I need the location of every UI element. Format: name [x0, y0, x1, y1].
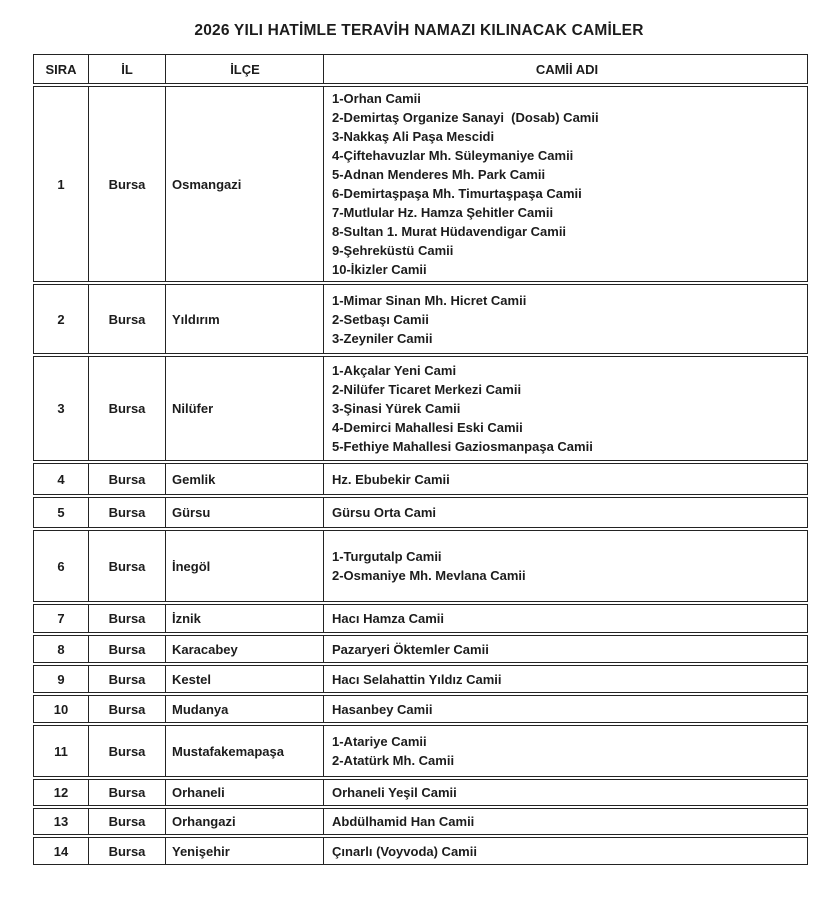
table-body	[33, 86, 808, 865]
cami-line: 8-Sultan 1. Murat Hüdavendigar Camii	[332, 224, 567, 239]
row-il: Bursa	[89, 284, 166, 354]
cami-line: 7-Mutlular Hz. Hamza Şehitler Camii	[332, 205, 554, 220]
row-cami-list	[324, 665, 808, 693]
table-header-row	[33, 54, 808, 84]
row-ilce: Gürsu	[166, 497, 324, 528]
row-il: Bursa	[89, 695, 166, 723]
cami-line: 6-Demirtaşpaşa Mh. Timurtaşpaşa Camii	[332, 186, 582, 201]
row-il: Bursa	[89, 497, 166, 528]
cami-line: 1-Akçalar Yeni Cami	[332, 363, 457, 378]
cami-line: 2-Atatürk Mh. Camii	[332, 753, 455, 768]
page-title: 2026 YILI HATİMLE TERAVİH NAMAZI KILINACAK CAMİLER	[194, 22, 644, 39]
table-row	[33, 530, 808, 602]
table-row	[33, 356, 808, 461]
row-il: Bursa	[89, 356, 166, 461]
cami-line: 1-Mimar Sinan Mh. Hicret Camii	[332, 292, 527, 308]
row-sira: 14	[33, 837, 89, 865]
cami-line: Abdülhamid Han Camii	[332, 814, 475, 829]
row-ilce: Mustafakemapaşa	[166, 725, 324, 777]
row-ilce: Yıldırım	[166, 284, 324, 354]
row-sira: 6	[33, 530, 89, 602]
table-row	[33, 725, 808, 777]
row-il: Bursa	[89, 808, 166, 835]
row-cami-list	[324, 86, 808, 282]
cami-line: 3-Nakkaş Ali Paşa Mescidi	[332, 129, 495, 144]
row-ilce: Orhangazi	[166, 808, 324, 835]
header-il: İL	[89, 54, 166, 84]
cami-line: Gürsu Orta Cami	[332, 505, 437, 520]
table-row	[33, 665, 808, 693]
table-row	[33, 284, 808, 354]
row-cami-list	[324, 837, 808, 865]
row-cami-list	[324, 725, 808, 777]
cami-line: Çınarlı (Voyvoda) Camii	[332, 843, 477, 859]
row-cami-list	[324, 808, 808, 835]
cami-line: Hasanbey Camii	[332, 701, 433, 717]
table-header	[33, 54, 808, 84]
row-ilce: Nilüfer	[166, 356, 324, 461]
cami-line: Pazaryeri Öktemler Camii	[332, 641, 489, 657]
table-row	[33, 837, 808, 865]
table-row	[33, 463, 808, 495]
row-cami-list	[324, 530, 808, 602]
row-ilce: Gemlik	[166, 463, 324, 495]
header-sira: SIRA	[33, 54, 89, 84]
cami-line: Hacı Selahattin Yıldız Camii	[332, 671, 502, 687]
row-sira: 5	[33, 497, 89, 528]
row-ilce: Yenişehir	[166, 837, 324, 865]
camiler-table	[33, 52, 808, 867]
table-row	[33, 497, 808, 528]
row-sira: 3	[33, 356, 89, 461]
row-sira: 12	[33, 779, 89, 806]
cami-line: 4-Çiftehavuzlar Mh. Süleymaniye Camii	[332, 148, 574, 163]
cami-line: 5-Fethiye Mahallesi Gaziosmanpaşa Camii	[332, 439, 593, 454]
table-row	[33, 808, 808, 835]
row-cami-list	[324, 497, 808, 528]
row-il: Bursa	[89, 665, 166, 693]
row-cami-list	[324, 695, 808, 723]
cami-line: 1-Orhan Camii	[332, 91, 421, 106]
table-row	[33, 604, 808, 633]
row-il: Bursa	[89, 604, 166, 633]
cami-line: Hacı Hamza Camii	[332, 611, 444, 626]
header-ilce: İLÇE	[166, 54, 324, 84]
row-cami-list	[324, 604, 808, 633]
row-ilce: Mudanya	[166, 695, 324, 723]
row-ilce: İnegöl	[166, 530, 324, 602]
row-sira: 2	[33, 284, 89, 354]
table-row	[33, 86, 808, 282]
row-cami-list	[324, 463, 808, 495]
row-sira: 11	[33, 725, 89, 777]
cami-line: 2-Nilüfer Ticaret Merkezi Camii	[332, 382, 522, 397]
row-il: Bursa	[89, 779, 166, 806]
row-sira: 9	[33, 665, 89, 693]
header-camii-adi: CAMİİ ADI	[324, 54, 808, 84]
cami-line: 1-Turgutalp Camii	[332, 549, 442, 564]
row-il: Bursa	[89, 86, 166, 282]
row-cami-list	[324, 635, 808, 663]
row-il: Bursa	[89, 837, 166, 865]
row-il: Bursa	[89, 530, 166, 602]
row-cami-list	[324, 356, 808, 461]
table-row	[33, 635, 808, 663]
cami-line: Orhaneli Yeşil Camii	[332, 785, 457, 800]
row-sira: 8	[33, 635, 89, 663]
table-row	[33, 695, 808, 723]
row-ilce: Orhaneli	[166, 779, 324, 806]
cami-line: 2-Demirtaş Organize Sanayi (Dosab) Camii	[332, 110, 599, 125]
row-il: Bursa	[89, 463, 166, 495]
row-cami-list	[324, 284, 808, 354]
cami-line: 3-Şinasi Yürek Camii	[332, 401, 461, 416]
cami-line: 1-Atariye Camii	[332, 734, 427, 749]
row-sira: 13	[33, 808, 89, 835]
row-ilce: Kestel	[166, 665, 324, 693]
cami-line: Hz. Ebubekir Camii	[332, 471, 450, 487]
row-il: Bursa	[89, 725, 166, 777]
cami-line: 3-Zeyniler Camii	[332, 330, 433, 346]
row-sira: 7	[33, 604, 89, 633]
cami-line: 9-Şehreküstü Camii	[332, 243, 454, 258]
row-ilce: İznik	[166, 604, 324, 633]
row-ilce: Osmangazi	[166, 86, 324, 282]
row-cami-list	[324, 779, 808, 806]
cami-line: 10-İkizler Camii	[332, 262, 427, 277]
row-sira: 10	[33, 695, 89, 723]
row-sira: 4	[33, 463, 89, 495]
row-sira: 1	[33, 86, 89, 282]
cami-line: 4-Demirci Mahallesi Eski Camii	[332, 420, 523, 435]
cami-line: 2-Setbaşı Camii	[332, 311, 429, 327]
cami-line: 2-Osmaniye Mh. Mevlana Camii	[332, 568, 526, 583]
cami-line: 5-Adnan Menderes Mh. Park Camii	[332, 167, 546, 182]
row-ilce: Karacabey	[166, 635, 324, 663]
row-il: Bursa	[89, 635, 166, 663]
table-row	[33, 779, 808, 806]
